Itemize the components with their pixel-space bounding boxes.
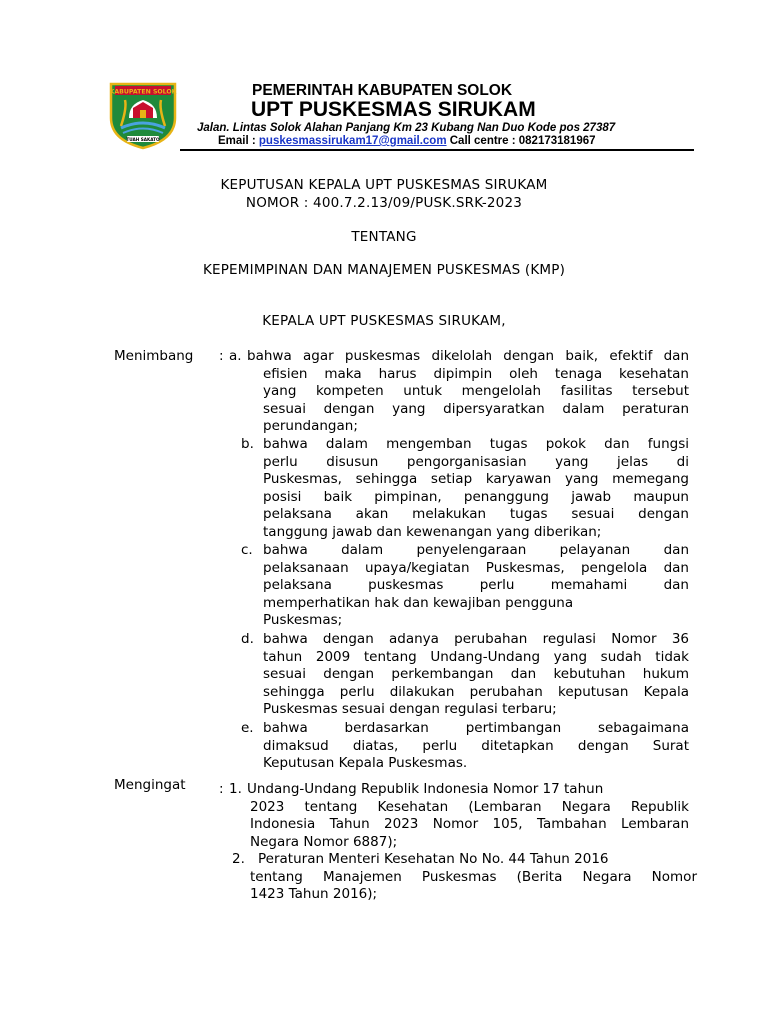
contact-line [218, 135, 596, 147]
menimbang-colon: : [219, 348, 224, 364]
mengingat-item-2 [232, 851, 697, 904]
item-marker: 2. [232, 851, 245, 867]
mengingat-item-1 [229, 781, 689, 851]
item-marker: c. [241, 542, 253, 558]
institution-name: UPT PUSKESMAS SIRUKAM [251, 98, 536, 121]
mengingat-label: Mengingat [114, 777, 186, 793]
item-marker: 1. [229, 781, 242, 797]
item-text: Peraturan Menteri Kesehatan No No. 44 Tahun 2016 tentang Manajemen Puskesmas (Berita Negara Nomor 1423 Tahun 2016); [250, 851, 697, 903]
item-marker: a. [229, 348, 242, 364]
call-centre: Call centre : 082173181967 [446, 135, 596, 147]
item-text: bahwa dengan adanya perubahan regulasi Nomor 36 tahun 2009 tentang Undang-Undang yang sudah tidak sesuai dengan perkembangan dan kebutuhan hukum sehingga perlu dilakukan perubahan keputusan Kepala Puskesmas sesuai dengan regulasi terbaru; [263, 631, 689, 718]
email-link[interactable]: puskesmassirukam17@gmail.com [258, 135, 447, 147]
item-marker: b. [241, 436, 254, 452]
menimbang-item-d [241, 631, 689, 719]
item-text: bahwa dalam penyelengaraan pelayanan dan pelaksanaan upaya/kegiatan Puskesmas, pengelola dan pelaksana puskesmas perlu memahami dan memperhatikan hak dan kewajiban pengguna Puskesmas; [263, 542, 689, 629]
menimbang-item-b [241, 436, 689, 542]
decree-number: NOMOR : 400.7.2.13/09/PUSK.SRK-2023 [245, 195, 523, 211]
item-marker: d. [241, 631, 254, 647]
address-line: Jalan. Lintas Solok Alahan Panjang Km 23 Kubang Nan Duo Kode pos 27387 [197, 122, 616, 134]
government-name: PEMERINTAH KABUPATEN SOLOK [252, 82, 513, 99]
kabupaten-solok-emblem [107, 78, 179, 150]
menimbang-label: Menimbang [114, 348, 194, 364]
tentang-heading: TENTANG [351, 229, 417, 245]
decree-title: KEPUTUSAN KEPALA UPT PUSKESMAS SIRUKAM [220, 177, 548, 193]
menimbang-item-a [229, 348, 689, 436]
item-text: bahwa dalam mengemban tugas pokok dan fungsi perlu disusun pengorganisasian yang jelas di Puskesmas, sehingga setiap karyawan yang memegang posisi baik pimpinan, penanggung jawab maupun pelaksana akan melakukan tugas sesuai dengan tanggung jawab dan kewenangan yang diberikan; [263, 436, 689, 540]
mengingat-colon: : [219, 781, 224, 797]
item-text: Undang-Undang Republik Indonesia Nomor 17 tahun 2023 tentang Kesehatan (Lembaran Negara Republik Indonesia Tahun 2023 Nomor 105, Tambahan Lembaran Negara Nomor 6887); [247, 781, 689, 850]
svg-text:KABUPATEN SOLOK: KABUPATEN SOLOK [109, 88, 177, 96]
letterhead-rule [180, 149, 694, 151]
email-label: Email : [218, 135, 259, 147]
decree-subject: KEPEMIMPINAN DAN MANAJEMEN PUSKESMAS (KMP) [202, 262, 566, 278]
item-text: bahwa berdasarkan pertimbangan sebagaimana dimaksud diatas, perlu ditetapkan dengan Surat Keputusan Kepala Puskesmas. [263, 720, 689, 772]
item-marker: e. [241, 720, 254, 736]
menimbang-item-e [241, 720, 689, 773]
svg-text:TUAH SAKATO: TUAH SAKATO [126, 136, 160, 142]
issuer-line: KEPALA UPT PUSKESMAS SIRUKAM, [262, 313, 506, 329]
menimbang-item-c [241, 542, 689, 630]
item-text: bahwa agar puskesmas dikelolah dengan baik, efektif dan efisien maka harus dipimpin oleh tenaga kesehatan yang kompeten untuk mengelolah fasilitas tersebut sesuai dengan yang dipersyaratkan dalam peraturan perundangan; [247, 348, 689, 435]
